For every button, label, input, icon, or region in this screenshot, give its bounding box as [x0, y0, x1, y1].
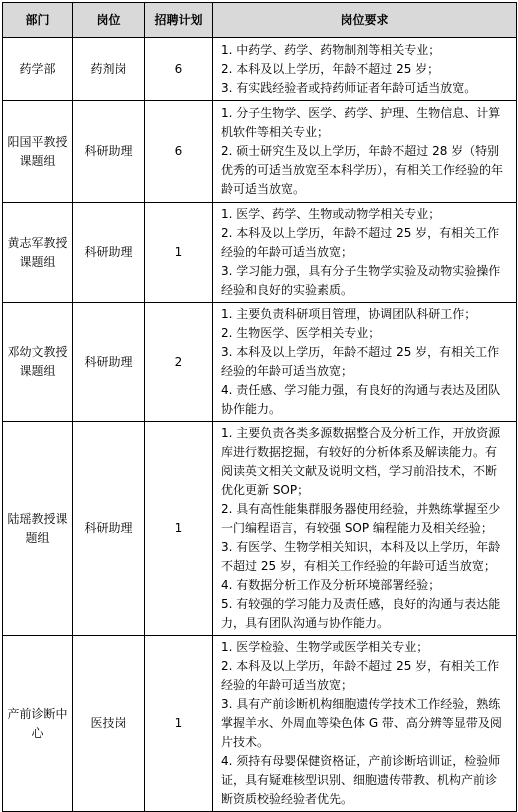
- requirement-item: 3. 本科及以上学历，年龄不超过 25 岁，有相关工作经验的年龄可适当放宽；: [221, 345, 500, 378]
- requirement-item: 4. 责任感、学习能力强，有良好的沟通与表达及团队协作能力。: [221, 383, 501, 416]
- requirement-item: 3. 有医学、生物学相关知识，本科及以上学历，年龄不超过 25 岁，有相关工作经验的年龄可适当放宽；: [221, 540, 501, 573]
- requirement-item: 1. 主要负责各类多源数据整合及分析工作，开放资源库进行数据挖掘，有较好的分析体系及解读能力。有阅读英文相关文献及说明文档，学习前沿技术，不断优化更新 SOP；: [221, 426, 501, 497]
- requirement-item: 2. 本科及以上学历，年龄不超过 25 岁，有相关工作经验的年龄可适当放宽；: [221, 226, 500, 259]
- plan-cell: 2: [145, 303, 213, 422]
- dept-cell: 陆瑶教授课题组: [3, 422, 73, 636]
- dept-cell: 邓幼文教授课题组: [3, 303, 73, 422]
- requirement-item: 1. 中药学、药学、药物制剂等相关专业；: [221, 42, 441, 57]
- requirements-cell: [213, 38, 517, 101]
- requirement-item: 2. 本科及以上学历，年龄不超过 25 岁，有相关工作经验的年龄可适当放宽；: [221, 659, 500, 692]
- plan-cell: 6: [145, 38, 213, 101]
- plan-cell: 1: [145, 422, 213, 636]
- requirement-item: 3. 学习能力强，具有分子生物学实验及动物实验操作经验和良好的实验素质。: [221, 264, 501, 297]
- position-cell: 科研助理: [73, 303, 145, 422]
- requirements-cell: [213, 101, 517, 203]
- requirement-item: 1. 医学、药学、生物或动物学相关专业；: [221, 207, 441, 221]
- plan-cell: 6: [145, 101, 213, 203]
- header-row: [3, 3, 517, 38]
- dept-cell: 药学部: [3, 38, 73, 101]
- requirements-cell: [213, 636, 517, 812]
- requirements-cell: [213, 422, 517, 636]
- table-row: [3, 38, 517, 101]
- plan-cell: 1: [145, 636, 213, 812]
- requirements-cell: [213, 303, 517, 422]
- requirement-item: 2. 硕士研究生及以上学历，年龄不超过 28 岁（特别优秀的可适当放宽至本科学历），有相关工作经验的年龄可适当放宽。: [221, 144, 504, 196]
- table-row: [3, 203, 517, 303]
- requirement-item: 4. 有数据分析工作及分析环境部署经验；: [221, 578, 441, 592]
- position-cell: 科研助理: [73, 422, 145, 636]
- requirement-item: 1. 医学检验、生物学或医学相关专业；: [221, 640, 429, 654]
- position-cell: 科研助理: [73, 101, 145, 203]
- requirements-cell: [213, 203, 517, 303]
- requirement-item: 5. 有较强的学习能力及责任感，良好的沟通与表达能力，具有团队沟通与协作能力。: [221, 597, 501, 630]
- header-dept: 部门: [3, 3, 73, 38]
- header-plan: 招聘计划: [145, 3, 213, 38]
- position-cell: 医技岗: [73, 636, 145, 812]
- dept-cell: 阳国平教授课题组: [3, 101, 73, 203]
- header-position: 岗位: [73, 3, 145, 38]
- requirement-item: 3. 有实践经验者或持药师证者年龄可适当放宽。: [221, 80, 477, 95]
- requirement-item: 1. 分子生物学、医学、药学、护理、生物信息、计算机软件等相关专业；: [221, 106, 501, 139]
- requirement-item: 4. 须持有母婴保健资格证，产前诊断培训证，检验师证，具有疑难核型识别、细胞遗传带教、机构产前诊断资质校验经验者优先。: [221, 754, 501, 806]
- requirement-item: 3. 具有产前诊断机构细胞遗传学技术工作经验，熟练掌握羊水、外周血等染色体 G 带、高分辨等显带及阅片技术。: [221, 697, 502, 749]
- dept-cell: 黄志军教授课题组: [3, 203, 73, 303]
- header-requirements: 岗位要求: [213, 3, 517, 38]
- dept-cell: 产前诊断中心: [3, 636, 73, 812]
- requirement-item: 2. 具有高性能集群服务器使用经验，并熟练掌握至少一门编程语言，有较强 SOP 编程能力及相关经验；: [221, 502, 501, 535]
- requirement-item: 2. 生物医学、医学相关专业；: [221, 326, 381, 340]
- requirement-item: 2. 本科及以上学历，年龄不超过 25 岁；: [221, 61, 440, 76]
- table-row: [3, 422, 517, 636]
- plan-cell: 1: [145, 203, 213, 303]
- table-row: [3, 636, 517, 812]
- recruitment-table: [2, 2, 517, 812]
- table-row: [3, 101, 517, 203]
- requirement-item: 1. 主要负责科研项目管理，协调团队科研工作；: [221, 307, 477, 321]
- position-cell: 科研助理: [73, 203, 145, 303]
- table-row: [3, 303, 517, 422]
- position-cell: 药剂岗: [73, 38, 145, 101]
